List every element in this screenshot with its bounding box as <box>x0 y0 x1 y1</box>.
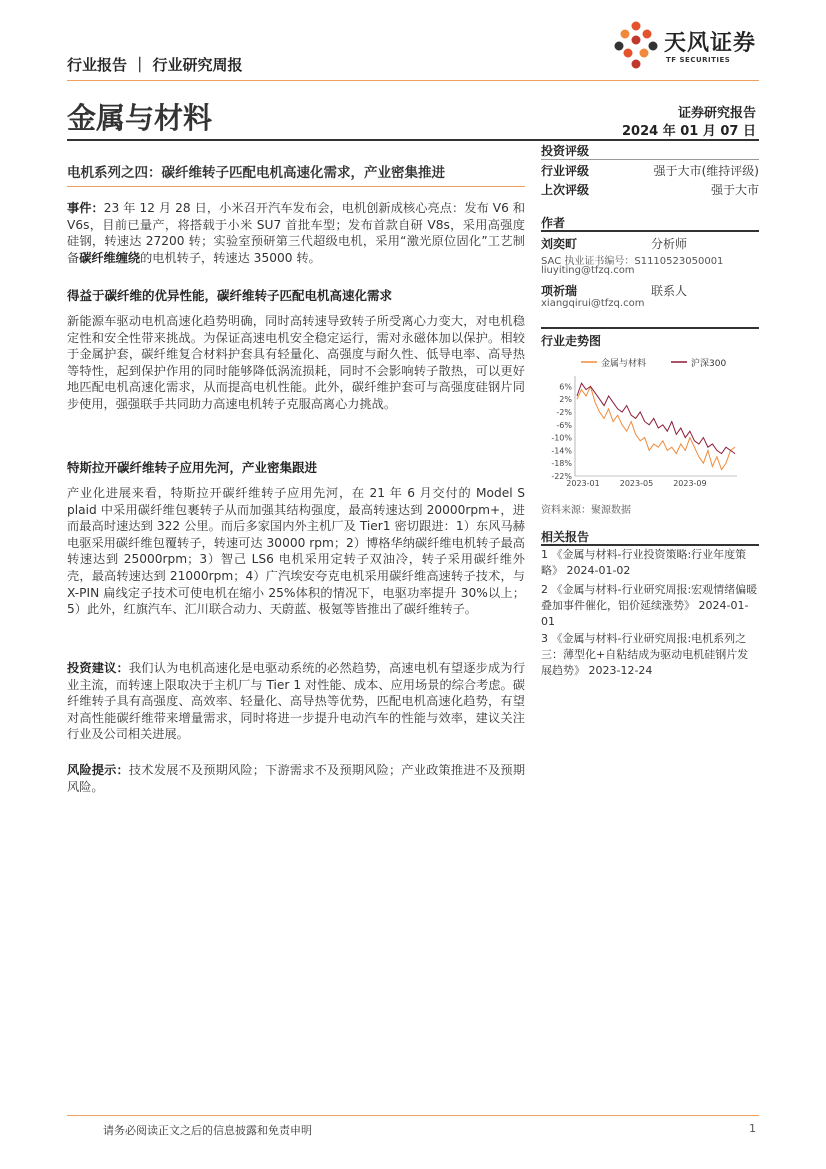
footer-disclaimer: 请务必阅读正文之后的信息披露和免责申明 <box>103 1124 312 1137</box>
author-name: 项祈瑞 <box>541 284 578 298</box>
brand-logo <box>612 20 772 70</box>
report-title: 电机系列之四：碳纤维转子匹配电机高速化需求，产业密集推进 <box>67 165 445 181</box>
rating-label: 行业评级 <box>541 164 590 178</box>
report-type: 证券研究报告 <box>677 106 756 121</box>
subtitle-divider <box>67 186 525 187</box>
x-tick-label: 2023-01 <box>566 479 600 488</box>
related-report-title: 1 《金属与材料-行业投资策略:行业年度策略》 <box>541 548 747 577</box>
related-report-item[interactable] <box>541 547 759 579</box>
author-cert: SAC 执业证书编号：S1110523050001 <box>541 256 724 267</box>
rating-value: 强于大市(维持评级) <box>653 164 759 178</box>
event-paragraph <box>67 200 525 266</box>
prev-rating-value: 强于大市 <box>710 183 759 197</box>
risk-paragraph <box>67 762 525 795</box>
event-label: 事件： <box>67 201 104 215</box>
author-role: 联系人 <box>651 284 688 298</box>
x-tick-label: 2023-09 <box>673 479 707 488</box>
author-email[interactable]: xiangqirui@tfzq.com <box>541 298 645 309</box>
series-line <box>577 383 735 453</box>
author-email[interactable]: liuyiting@tfzq.com <box>541 265 635 276</box>
section-heading: 得益于碳纤维的优异性能，碳纤维转子匹配电机高速化需求 <box>67 288 393 303</box>
trend-chart <box>541 350 759 490</box>
footer-divider <box>67 1115 759 1116</box>
rating-title: 投资评级 <box>541 144 590 158</box>
section-body: 产业化进展来看，特斯拉开碳纤维转子应用先河，在 21 年 6 月交付的 Model S plaid 中采用碳纤维包裹转子从而加强其结构强度，最高转速达到 20000rpm+，进而最高时速达到 322 公里。而后多家国内外主机厂及 Tier1 密切跟进：1）东风马赫电驱采用碳纤维包覆转子，转速可达 30000 rpm；2）博格华纳碳纤维电机转子最高转速达到 25000rpm；3）智己 LS6 电机采用定转子双油冷，转子采用碳纤维外壳，最高转速达到 21000rpm；4）广汽埃安夸克电机采用碳纤维高速转子技术，与 X-PIN 扁线定子技术可使电机在缩小 25%体积的情况下，电驱功率提升 30%以上；5）此外，红旗汽车、汇川联合动力、天蔚蓝、极氪等皆推出了碳纤维转子。 <box>67 486 525 617</box>
investment-paragraph <box>67 660 525 743</box>
section-body: 新能源车驱动电机高速化趋势明确，同时高转速导致转子所受离心力变大，对电机稳定性和安全性带来挑战。为保证高速电机安全稳定运行，需对永磁体加以保护。相较于金属护套，碳纤维复合材料护套具有轻量化、高强度与耐久性、低导电率、高导热等特性，起到保护作用的同时能够降低涡流损耗，同时不会影响转子散热，可以更好地匹配电机高速化需求，从而提高电机性能。此外，碳纤维护套可与高强度硅钢片同步使用，强强联手共同助力高速电机转子克服高离心力挑战。 <box>67 314 525 411</box>
prev-rating-label: 上次评级 <box>541 183 590 197</box>
risk-text: 技术发展不及预期风险；下游需求不及预期风险；产业政策推进不及预期风险。 <box>67 763 526 794</box>
industry-title: 金属与材料 <box>67 101 213 135</box>
author-name: 刘奕町 <box>541 237 578 251</box>
report-date: 2024 年 01 月 07 日 <box>622 124 756 139</box>
page-number: 1 <box>749 1122 756 1135</box>
legend-label: 金属与材料 <box>601 359 647 369</box>
related-title: 相关报告 <box>541 530 590 544</box>
related-divider <box>541 544 759 546</box>
sidebar-divider <box>541 159 759 160</box>
related-report-title: 3 《金属与材料-行业研究周报:电机系列之三：薄型化+自粘结成为驱动电机硅钢片发展趋势》 <box>541 632 749 677</box>
brand-name-en: TF SECURITIES <box>666 56 731 64</box>
series-line <box>577 386 735 469</box>
related-report-item[interactable] <box>541 631 759 679</box>
y-tick-label: -6% <box>556 420 572 430</box>
chart-title: 行业走势图 <box>541 334 602 348</box>
author-role: 分析师 <box>651 237 688 251</box>
title-divider <box>67 139 759 141</box>
y-tick-label: 2% <box>559 395 572 405</box>
related-report-title: 2 《金属与材料-行业研究周报:宏观情绪偏暖叠加事件催化，铝价延续涨势》 <box>541 583 758 612</box>
chart-source: 资料来源：聚源数据 <box>541 505 631 516</box>
legend-label: 沪深300 <box>691 359 727 369</box>
authors-title: 作者 <box>541 216 566 230</box>
x-tick-label: 2023-05 <box>619 479 654 488</box>
y-tick-label: -18% <box>551 459 572 469</box>
rating-row <box>541 162 759 179</box>
y-tick-label: 6% <box>559 382 572 392</box>
report-category: 行业报告 ｜ 行业研究周报 <box>67 56 243 74</box>
related-report-date: 2024-01-02 <box>566 564 631 577</box>
y-tick-label: -22% <box>551 472 572 481</box>
investment-label: 投资建议： <box>67 661 129 675</box>
event-text: 23 年 12 月 28 日，小米召开汽车发布会，电机创新成核心亮点：发布 V6 和 V6s，目前已量产，将搭载于小米 SU7 首批车型；发布首款自研 V8s，采用高强度硅钢，转速达 27200 转；实验室预研第三代超级电机，采用“激光原位固化”工艺制备 <box>67 201 526 265</box>
related-report-date: 2023-12-24 <box>588 664 653 677</box>
investment-text: 我们认为电机高速化是电驱动系统的必然趋势，高速电机有望逐步成为行业主流，而转速上限取决于主机厂与 Tier 1 对性能、成本、应用场景的综合考虑。碳纤维转子具有高强度、高效率、轻量化、高导热等优势，匹配电机高速化趋势，有望对高性能碳纤维带来增量需求，同时将进一步提升电动汽车的性能与效率，建议关注行业及公司相关进展。 <box>67 661 526 742</box>
y-tick-label: -10% <box>551 433 572 443</box>
risk-label: 风险提示： <box>67 763 129 777</box>
authors-divider <box>541 230 759 232</box>
prev-rating-row <box>541 181 759 198</box>
y-tick-label: -2% <box>556 408 572 417</box>
related-report-date: 2024-01-01 <box>541 599 749 628</box>
chart-top-divider <box>541 327 759 329</box>
event-text-end: 的电机转子，转速达 35000 转。 <box>140 250 321 265</box>
section-heading: 特斯拉开碳纤维转子应用先河，产业密集跟进 <box>67 460 318 475</box>
header-divider <box>67 80 759 81</box>
author-row <box>541 282 759 299</box>
brand-name-cn: 天风证券 <box>664 31 757 56</box>
y-tick-label: -14% <box>551 446 572 456</box>
event-highlight: 碳纤维缠绕 <box>79 250 141 265</box>
author-row <box>541 235 759 252</box>
related-report-item[interactable] <box>541 582 759 630</box>
tf-logo-icon <box>612 20 660 70</box>
